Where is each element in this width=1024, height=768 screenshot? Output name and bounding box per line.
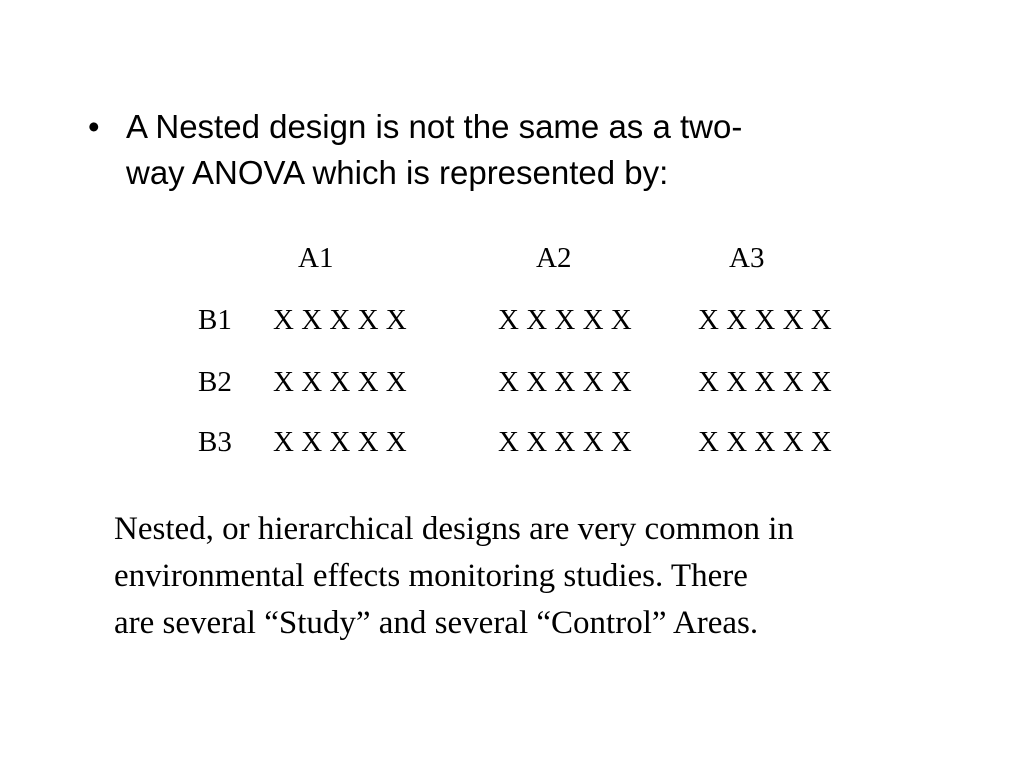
column-header-a3: A3 <box>729 242 765 274</box>
table-cell: X X X X X <box>273 304 407 336</box>
column-header-a1: A1 <box>298 242 334 274</box>
note-paragraph: Nested, or hierarchical designs are very common in environmental effects monitoring studies. There are several “Study” and several “Control” Areas. <box>114 511 794 641</box>
column-header-a2: A2 <box>536 242 572 274</box>
table-cell: X X X X X <box>498 426 632 458</box>
row-label-b2: B2 <box>198 366 232 398</box>
table-cell: X X X X X <box>498 304 632 336</box>
table-cell: X X X X X <box>273 366 407 398</box>
table-cell: X X X X X <box>273 426 407 458</box>
bullet-point <box>88 104 888 196</box>
row-label-b1: B1 <box>198 304 232 336</box>
bullet-icon: • <box>88 108 100 145</box>
row-label-b3: B3 <box>198 426 232 458</box>
bullet-text: A Nested design is not the same as a two- way ANOVA which is represented by: <box>126 108 743 191</box>
table-cell: X X X X X <box>698 366 832 398</box>
table-cell: X X X X X <box>498 366 632 398</box>
table-cell: X X X X X <box>698 304 832 336</box>
table-cell: X X X X X <box>698 426 832 458</box>
